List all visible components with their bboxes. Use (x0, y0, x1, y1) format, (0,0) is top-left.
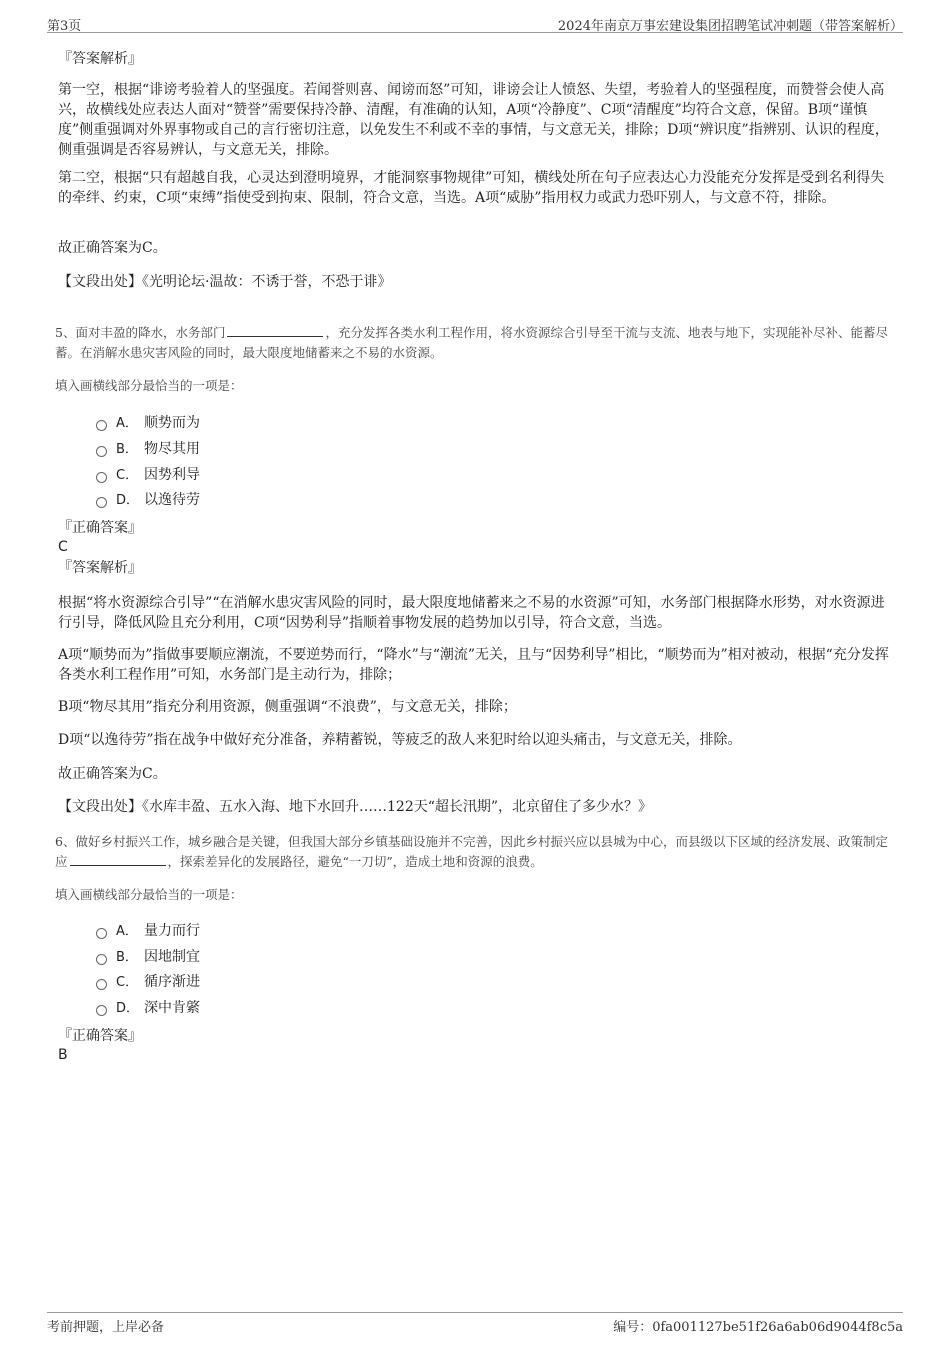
q5-analysis-p2: A项“顺势而为”指做事要顺应潮流，不要逆势而行，“降水”与“潮流”无关，且与“因势利导”相比，“顺势而为”相对被动，根据“充分发挥各类水利工程作用”可知，水务部门是主动行为，排除； (58, 647, 889, 683)
option-text: 深中肯綮 (144, 1000, 200, 1016)
q4-analysis-p2: 第二空，根据“只有超越自我，心灵达到澄明境界，才能洞察事物规律”可知，横线处所在句子应表达心力没能充分发挥是受到名利得失的牵绊、约束，C项“束缚”指使受到拘束、限制，符合文意，当选。A项“威胁”指用权力或武力恐吓别人，与文意不符，排除。 (58, 170, 885, 206)
q5-conclusion: 故正确答案为C。 (58, 766, 167, 782)
radio-button[interactable] (96, 446, 107, 457)
q4-source: 【文段出处】《光明论坛·温故：不诱于誉，不恐于诽》 (58, 274, 392, 290)
q6-option-d[interactable] (96, 998, 200, 1019)
radio-button[interactable] (96, 420, 107, 431)
q5-analysis-p4: D项“以逸待劳”指在战争中做好充分准备，养精蓄锐，等疲乏的敌人来犯时给以迎头痛击，与文意无关，排除。 (58, 732, 742, 748)
q4-analysis-label: 『答案解析』 (58, 51, 142, 67)
q5-analysis-label: 『答案解析』 (58, 560, 142, 576)
option-key: A． (116, 416, 138, 431)
q5-stem-post: ，充分发挥各类水利工程作用，将水资源综合引导至干流与支流、地表与地下，实现能补尽补、能蓄尽蓄。在消解水患灾害风险的同时，最大限度地储蓄来之不易的水资源。 (55, 325, 888, 360)
option-key: C． (116, 468, 139, 483)
option-key: D． (116, 493, 140, 508)
q5-answer-label: 『正确答案』 (58, 520, 142, 536)
q5-answer: C (58, 539, 68, 555)
q6-option-c[interactable] (96, 972, 200, 993)
q6-stem-post: ，探索差异化的发展路径，避免“一刀切”，造成土地和资源的浪费。 (167, 854, 543, 869)
option-text: 因地制宜 (144, 949, 200, 965)
q5-stem-pre: 5、面对丰盈的降水，水务部门 (55, 325, 226, 340)
footer-slogan: 考前押题，上岸必备 (47, 1320, 165, 1335)
document-title: 2024年南京万事宏建设集团招聘笔试冲刺题（带答案解析） (557, 19, 903, 34)
q6-option-b[interactable] (96, 947, 200, 968)
radio-button[interactable] (96, 979, 107, 990)
option-key: B． (116, 442, 138, 457)
q6-stem (55, 832, 895, 872)
radio-button[interactable] (96, 928, 107, 939)
q5-option-c[interactable] (96, 465, 200, 486)
option-text: 量力而行 (144, 923, 200, 939)
document-id: 编号：0fa001127be51f26a6ab06d9044f8c5a (613, 1320, 903, 1335)
page-header (47, 14, 903, 33)
q6-stem-pre: 6、做好乡村振兴工作，城乡融合是关键，但我国大部分乡镇基础设施并不完善，因此乡村振兴应以县城为中心，而县级以下区域的经济发展、政策制定应 (55, 834, 888, 869)
option-text: 以逸待劳 (144, 492, 200, 508)
option-text: 物尽其用 (144, 441, 200, 457)
q6-answer: B (58, 1047, 68, 1063)
q5-source: 【文段出处】《水库丰盈、五水入海、地下水回升……122天“超长汛期”，北京留住了多少水？》 (58, 799, 653, 815)
page-footer (47, 1312, 903, 1333)
q4-analysis-p1: 第一空，根据“诽谤考验着人的坚强度。若闻誉则喜、闻谤而怒”可知，诽谤会让人愤怒、失望，考验着人的坚强程度，而赞誉会使人高兴，故横线处应表达人面对“赞誉”需要保持冷静、清醒，有准确的认知，A项“冷静度”、C项“清醒度”均符合文意，保留。B项“谨慎度”侧重强调对外界事物或自己的言行密切注意，以免发生不利或不幸的事情，与文意无关，排除；D项“辨识度”指辨别、认识的程度，侧重强调是否容易辨认，与文意无关，排除。 (58, 82, 889, 158)
radio-button[interactable] (96, 472, 107, 483)
option-key: C． (116, 975, 139, 990)
option-text: 顺势而为 (144, 415, 200, 431)
q4-conclusion: 故正确答案为C。 (58, 240, 167, 256)
q5-analysis-p3: B项“物尽其用”指充分利用资源，侧重强调“不浪费”，与文意无关，排除； (58, 699, 517, 715)
q5-analysis-p1: 根据“将水资源综合引导”“在消解水患灾害风险的同时，最大限度地储蓄来之不易的水资源”可知，水务部门根据降水形势，对水资源进行引导，降低风险且充分利用，C项“因势利导”指顺着事物发展的趋势加以引导，符合文意，当选。 (58, 595, 885, 631)
q6-answer-label: 『正确答案』 (58, 1028, 142, 1044)
option-text: 因势利导 (144, 467, 200, 483)
q5-option-d[interactable] (96, 490, 200, 511)
q5-option-b[interactable] (96, 439, 200, 460)
radio-button[interactable] (96, 497, 107, 508)
q5-prompt: 填入画横线部分最恰当的一项是： (55, 378, 243, 393)
option-key: B． (116, 950, 138, 965)
radio-button[interactable] (96, 1005, 107, 1016)
q5-option-a[interactable] (96, 413, 200, 434)
q6-prompt: 填入画横线部分最恰当的一项是： (55, 887, 243, 902)
q6-blank (70, 853, 166, 866)
option-key: D． (116, 1001, 140, 1016)
q5-stem (55, 323, 895, 363)
option-key: A． (116, 924, 138, 939)
page-number: 第3页 (47, 19, 82, 34)
radio-button[interactable] (96, 954, 107, 965)
option-text: 循序渐进 (144, 974, 200, 990)
q5-blank (227, 324, 323, 337)
q6-option-a[interactable] (96, 921, 200, 942)
